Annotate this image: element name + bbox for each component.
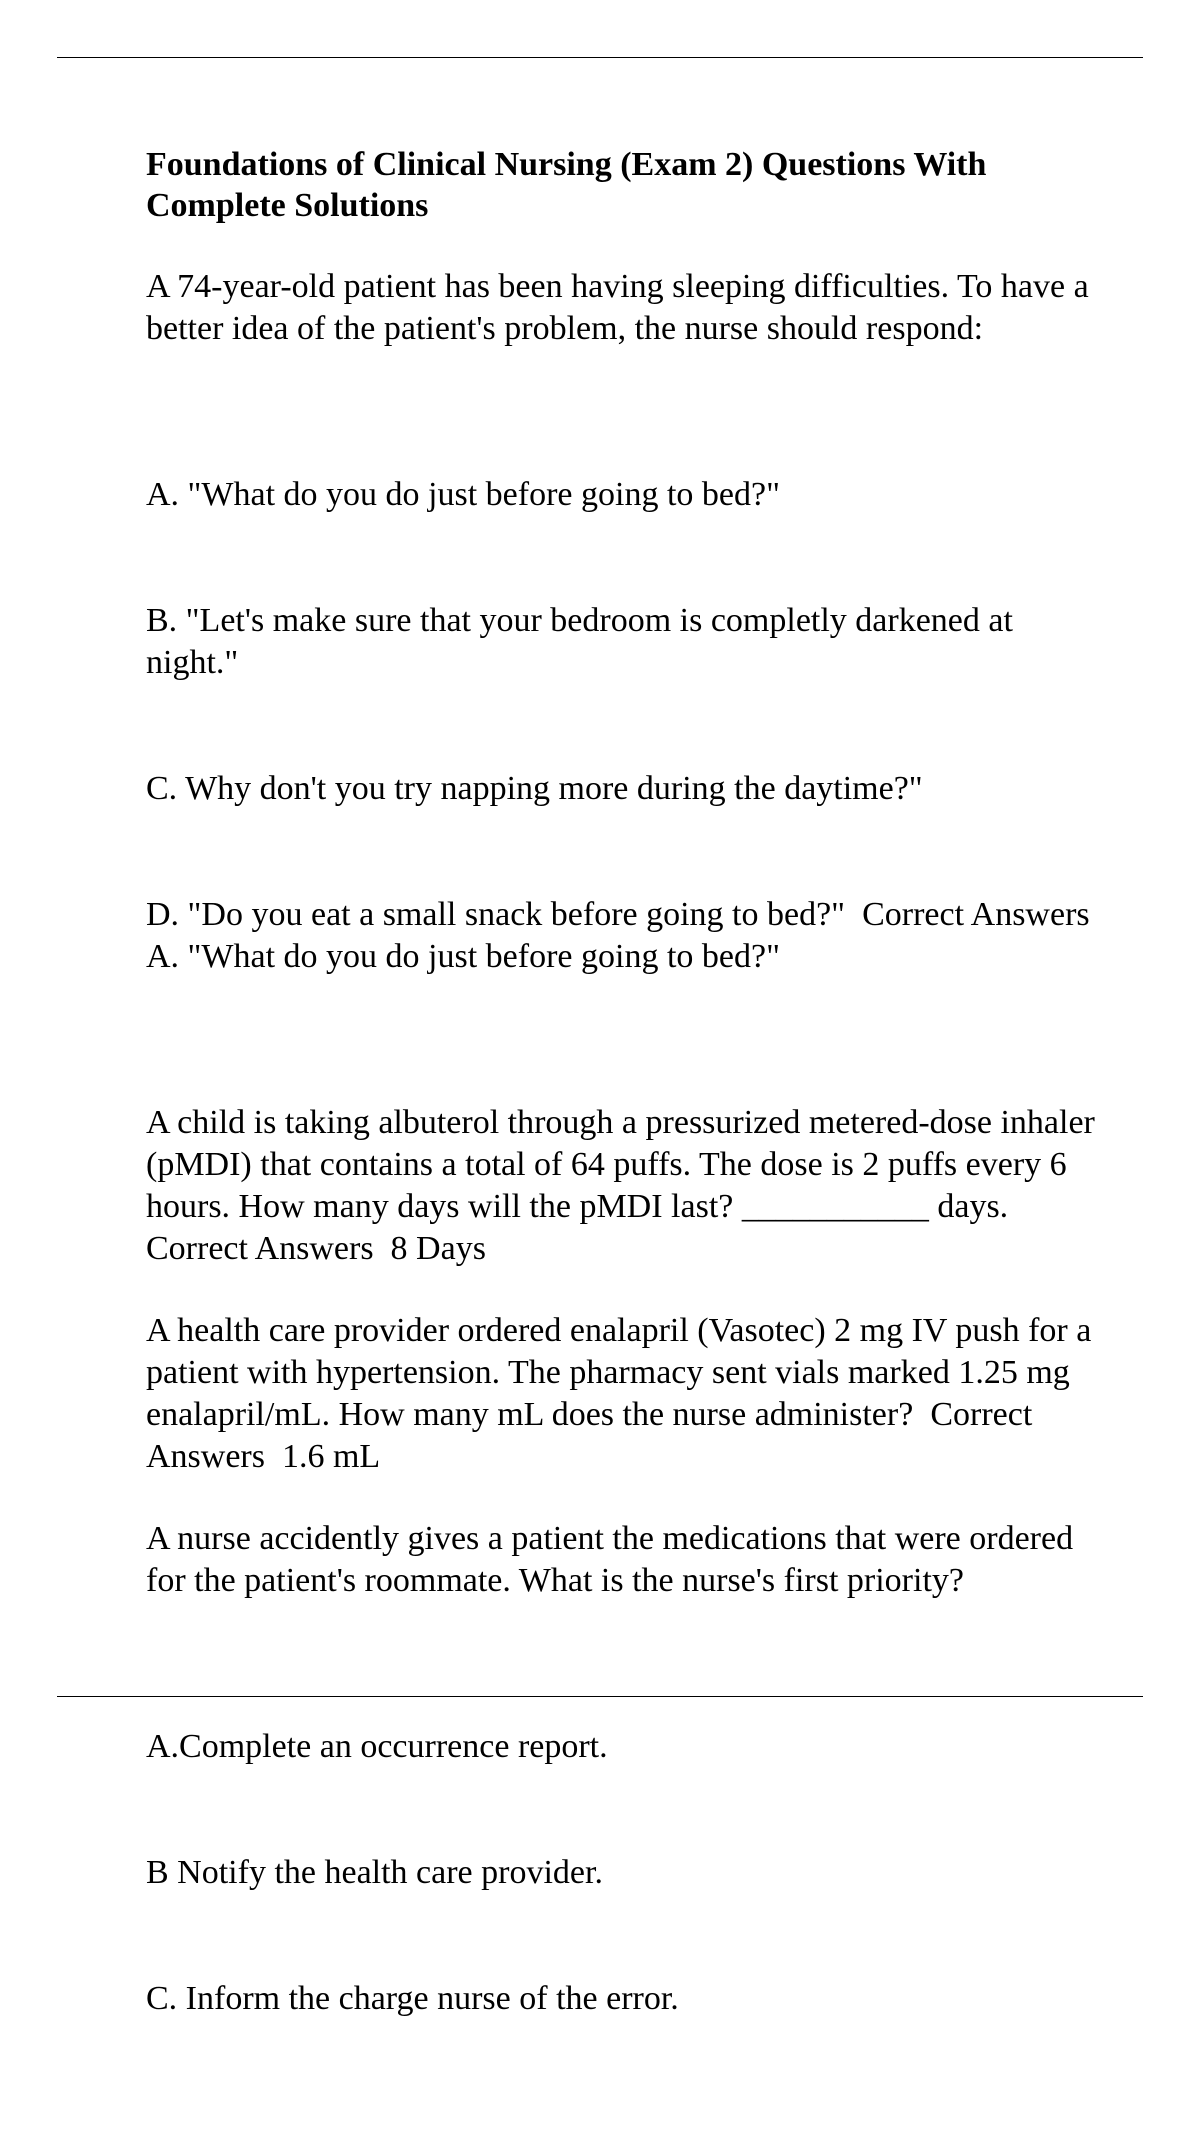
question-3-paragraph [146,1310,1106,1478]
question-4-text: A nurse accidently gives a patient the medications that were ordered for the patient's roommate. What is the nurse's first priority? [146,1520,1074,1599]
question-2-paragraph [146,1102,1106,1270]
question-4-option-b: B Notify the health care provider. [146,1854,603,1891]
question-2-text: A child is taking albuterol through a pressurized metered-dose inhaler (pMDI) that contains a total of 64 puffs. The dose is 2 puffs every 6 hours. How many days will the pMDI last? ___________ days. [146,1104,1095,1225]
question-4-option-c: C. Inform the charge nurse of the error. [146,1980,679,2017]
question-1-option-d [146,894,1106,978]
question-4-option-a: A.Complete an occurrence report. [146,1728,608,1765]
question-1-option-d-text: D. "Do you eat a small snack before going to bed?" [146,896,846,933]
question-1-option-b: B. "Let's make sure that your bedroom is completly darkened at night." [146,602,1022,681]
bottom-rule [57,1696,1143,1697]
question-1-option-a: A. "What do you do just before going to bed?" [146,476,780,513]
question-1-stem [146,266,1106,350]
question-1-text: A 74-year-old patient has been having sleeping difficulties. To have a better idea of the patient's problem, the nurse should respond: [146,268,1089,347]
question-1-options [146,390,1106,1062]
question-4-options [146,1642,1106,2104]
question-2 [146,1102,1106,1270]
question-4-stem [146,1518,1106,1602]
document-body [146,144,1106,2144]
question-3 [146,1310,1106,1478]
question-1-answer: Correct Answers A. "What do you do just before going to bed?" [146,896,1105,975]
top-rule [57,57,1143,58]
question-3-text: A health care provider ordered enalapril (Vasotec) 2 mg IV push for a patient with hypertension. The pharmacy sent vials marked 1.25 mg enalapril/mL. How many mL does the nurse administer? [146,1312,1092,1433]
question-3-answer: Correct Answers 1.6 mL [146,1396,1039,1475]
question-2-answer: Correct Answers 8 Days [146,1188,1026,1267]
question-1-option-c: C. Why don't you try napping more during the daytime?" [146,770,923,807]
document-title: Foundations of Clinical Nursing (Exam 2) Questions With Complete Solutions [146,146,987,224]
